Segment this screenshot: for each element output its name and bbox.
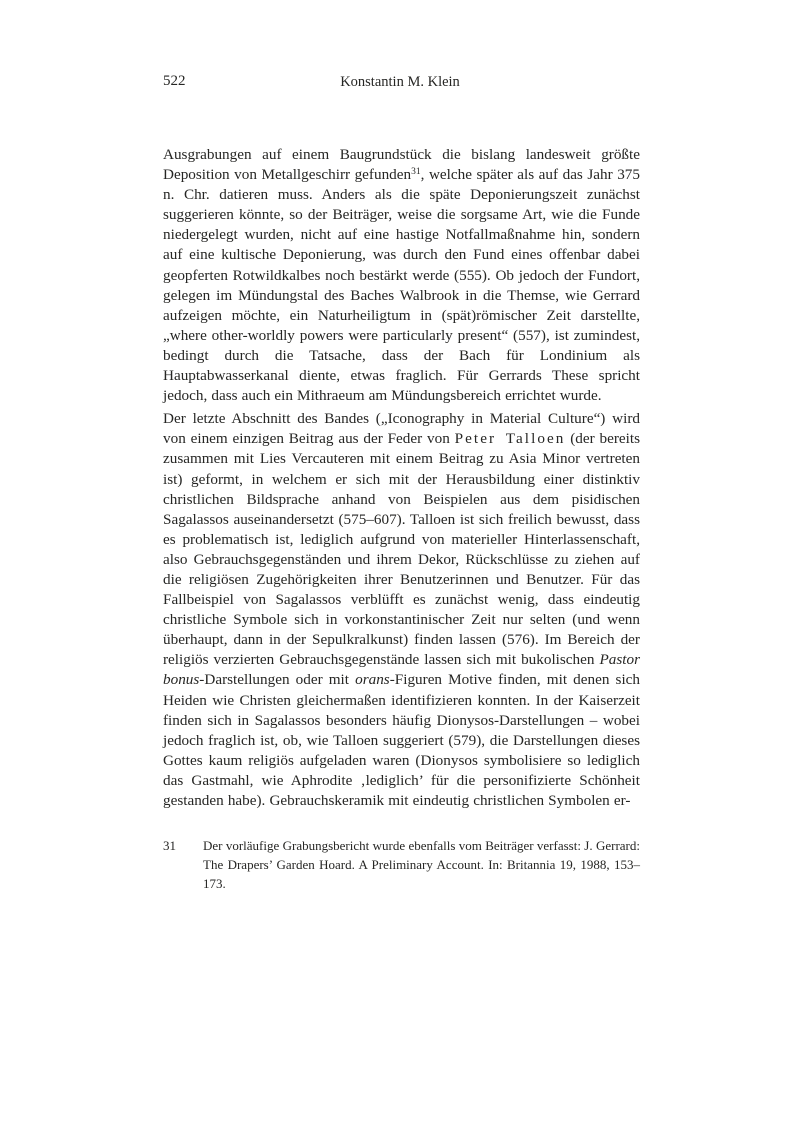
running-title: Konstantin M. Klein [340,74,460,90]
footnote-number: 31 [163,838,176,853]
page-header [0,71,800,91]
footnote [163,836,640,893]
page-number: 522 [163,73,186,89]
footnote-section [163,836,640,893]
page-body [163,145,640,814]
paragraph-2: Der letzte Abschnitt des Bandes („Iconography in Material Culture“) wird von einem einzigen Beitrag aus der Feder von Peter Talloen (der bereits zusammen mit Lies Vercauteren mit einem Beitrag zu Asia Minor vertreten ist) geformt, in welchem er sich mit der Herausbildung einer distinktiv christlichen Bildsprache anhand von Beispielen aus dem pisidischen Sagalassos auseinandersetzt (575–607). Talloen ist sich freilich bewusst, dass es problematisch ist, lediglich aufgrund von materieller Hinterlassenschaft, also Gebrauchsgegenständen und ihrem Dekor, Rückschlüsse zu ziehen auf die religiösen Zugehörigkeiten ihrer Benutzerinnen und Benutzer. Für das Fallbeispiel von Sagalassos verblüfft es zunächst wenig, dass eindeutig christliche Symbole sich in vorkonstantinischer Zeit nur selten (und wenn überhaupt, dann in der Sepulkralkunst) finden lassen (576). Im Bereich der religiös verzierten Gebrauchsgegenstände lassen sich mit bukolischen Pastor bonus-Darstellungen oder mit orans-Figuren Motive finden, mit denen sich Heiden wie Christen gleichermaßen identifizieren konnten. In der Kaiserzeit finden sich in Sagalassos besonders häufig Dionysos-Darstellungen – wobei jedoch fraglich ist, ob, wie Talloen suggeriert (579), die Darstellungen dieses Gottes kaum religiös aufgeladen waren (Dionysos symbolisiere so lediglich das Gastmahl, wie Aphrodite ‚lediglich’ für die personifizierte Schönheit gestanden habe). Gebrauchskeramik mit eindeutig christlichen Symbolen er- [163,410,640,809]
paragraph-1: Ausgrabungen auf einem Baugrundstück die bislang landesweit größte Deposition von Metallgeschirr gefunden$^{31}$, welche später als auf das Jahr 375 n. Chr. datieren muss. Anders als die späte Deponierungszeit zunächst suggerieren könnte, so der Beiträger, weise die sorgsame Art, wie die Funde niedergelegt wurden, nicht auf eine hastige Notfallmaßnahme hin, sondern auf eine kultische Deponierung, was durch den Fund eines offenbar dabei geopferten Rotwildkalbes noch bestärkt werde (555). Ob jedoch der Fundort, gelegen im Mündungstal des Baches Walbrook in die Themse, wie Gerrard aufzeigen möchte, ein Naturheiligtum in (spät)römischer Zeit darstellte, „where other-worldly powers were particularly present“ (557), ist zumindest, bedingt durch die Tatsache, dass der Bach für Londinium als Hauptabwasserkanal diente, etwas fraglich. Für Gerrards These spricht jedoch, dass auch ein Mithraeum am Mündungsbereich errichtet wurde. [163,146,640,405]
footnote-text: Der vorläufige Grabungsbericht wurde ebenfalls vom Beiträger verfasst: J. Gerrard: The Drapers’ Garden Hoard. A Preliminary Account. In: Britannia 19, 1988, 153–173. [203,838,640,891]
